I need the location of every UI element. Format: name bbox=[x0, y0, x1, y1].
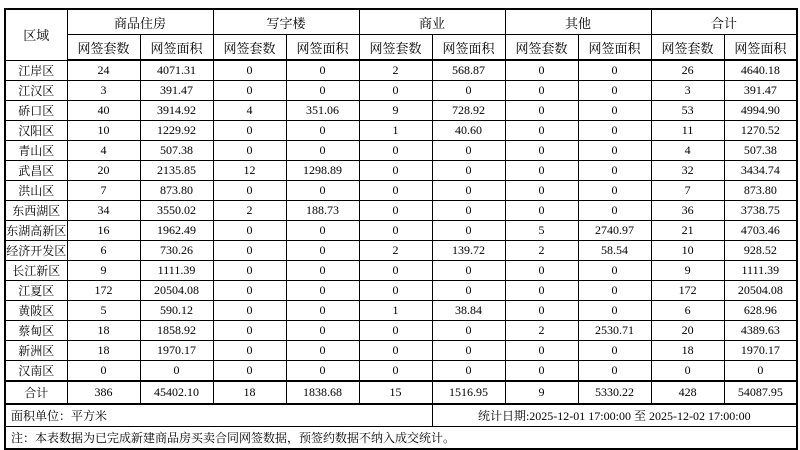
value-cell: 0 bbox=[432, 201, 505, 221]
table-row bbox=[5, 281, 797, 301]
value-cell: 0 bbox=[213, 81, 286, 101]
value-cell: 428 bbox=[651, 381, 724, 404]
value-cell: 0 bbox=[578, 60, 651, 81]
value-cell: 0 bbox=[432, 81, 505, 101]
value-cell: 0 bbox=[359, 181, 432, 201]
total-row bbox=[5, 381, 797, 404]
value-cell: 0 bbox=[505, 281, 578, 301]
value-cell: 0 bbox=[505, 81, 578, 101]
value-cell: 2530.71 bbox=[578, 321, 651, 341]
value-cell: 0 bbox=[213, 141, 286, 161]
table-row bbox=[5, 141, 797, 161]
sub-header-units: 网签套数 bbox=[505, 35, 578, 61]
value-cell: 0 bbox=[359, 201, 432, 221]
table-row bbox=[5, 121, 797, 141]
value-cell: 0 bbox=[286, 261, 359, 281]
value-cell: 928.52 bbox=[724, 241, 797, 261]
value-cell: 20 bbox=[651, 321, 724, 341]
value-cell: 0 bbox=[359, 161, 432, 181]
value-cell: 7 bbox=[67, 181, 140, 201]
table-row bbox=[5, 101, 797, 121]
table-row bbox=[5, 261, 797, 281]
value-cell: 0 bbox=[286, 141, 359, 161]
value-cell: 4703.46 bbox=[724, 221, 797, 241]
value-cell: 873.80 bbox=[140, 181, 213, 201]
sub-header-area: 网签面积 bbox=[578, 35, 651, 61]
table-row bbox=[5, 241, 797, 261]
value-cell: 0 bbox=[578, 281, 651, 301]
value-cell: 36 bbox=[651, 201, 724, 221]
value-cell: 507.38 bbox=[140, 141, 213, 161]
value-cell: 10 bbox=[651, 241, 724, 261]
group-header-row bbox=[5, 9, 797, 35]
value-cell: 0 bbox=[359, 141, 432, 161]
value-cell: 0 bbox=[140, 361, 213, 382]
value-cell: 0 bbox=[432, 281, 505, 301]
value-cell: 0 bbox=[213, 181, 286, 201]
meta-row bbox=[5, 404, 797, 427]
value-cell: 172 bbox=[651, 281, 724, 301]
group-header-other: 其他 bbox=[505, 9, 651, 35]
value-cell: 5 bbox=[67, 301, 140, 321]
region-column-header: 区域 bbox=[5, 9, 67, 60]
value-cell: 0 bbox=[432, 321, 505, 341]
value-cell: 0 bbox=[432, 181, 505, 201]
value-cell: 0 bbox=[359, 221, 432, 241]
table-row bbox=[5, 81, 797, 101]
value-cell: 38.84 bbox=[432, 301, 505, 321]
value-cell: 507.38 bbox=[724, 141, 797, 161]
table-row bbox=[5, 341, 797, 361]
value-cell: 0 bbox=[286, 241, 359, 261]
value-cell: 1 bbox=[359, 121, 432, 141]
value-cell: 0 bbox=[286, 81, 359, 101]
table-row bbox=[5, 60, 797, 81]
value-cell: 40 bbox=[67, 101, 140, 121]
value-cell: 9 bbox=[651, 261, 724, 281]
value-cell: 0 bbox=[286, 341, 359, 361]
region-cell: 武昌区 bbox=[5, 161, 67, 181]
sub-header-area: 网签面积 bbox=[432, 35, 505, 61]
value-cell: 0 bbox=[432, 161, 505, 181]
value-cell: 0 bbox=[286, 181, 359, 201]
value-cell: 0 bbox=[213, 121, 286, 141]
value-cell: 0 bbox=[505, 201, 578, 221]
value-cell: 24 bbox=[67, 60, 140, 81]
value-cell: 20 bbox=[67, 161, 140, 181]
note-row bbox=[5, 427, 797, 450]
value-cell: 0 bbox=[505, 301, 578, 321]
value-cell: 0 bbox=[505, 101, 578, 121]
table-row bbox=[5, 201, 797, 221]
sub-header-area: 网签面积 bbox=[140, 35, 213, 61]
table-row bbox=[5, 301, 797, 321]
region-cell: 江汉区 bbox=[5, 81, 67, 101]
value-cell: 18 bbox=[67, 321, 140, 341]
value-cell: 3550.02 bbox=[140, 201, 213, 221]
value-cell: 4071.31 bbox=[140, 60, 213, 81]
value-cell: 0 bbox=[578, 101, 651, 121]
region-cell: 东湖高新区 bbox=[5, 221, 67, 241]
value-cell: 4 bbox=[213, 101, 286, 121]
table-row bbox=[5, 181, 797, 201]
value-cell: 4994.90 bbox=[724, 101, 797, 121]
value-cell: 20504.08 bbox=[140, 281, 213, 301]
value-cell: 3 bbox=[651, 81, 724, 101]
group-header-office: 写字楼 bbox=[213, 9, 359, 35]
value-cell: 0 bbox=[505, 141, 578, 161]
value-cell: 2 bbox=[505, 241, 578, 261]
value-cell: 26 bbox=[651, 60, 724, 81]
region-cell: 青山区 bbox=[5, 141, 67, 161]
value-cell: 391.47 bbox=[140, 81, 213, 101]
value-cell: 1962.49 bbox=[140, 221, 213, 241]
table-row bbox=[5, 221, 797, 241]
value-cell: 0 bbox=[578, 181, 651, 201]
value-cell: 391.47 bbox=[724, 81, 797, 101]
value-cell: 386 bbox=[67, 381, 140, 404]
value-cell: 0 bbox=[505, 60, 578, 81]
group-header-housing: 商品住房 bbox=[67, 9, 213, 35]
sub-header-units: 网签套数 bbox=[213, 35, 286, 61]
value-cell: 4389.63 bbox=[724, 321, 797, 341]
value-cell: 18 bbox=[213, 381, 286, 404]
sub-header-row bbox=[5, 35, 797, 61]
value-cell: 0 bbox=[432, 341, 505, 361]
value-cell: 0 bbox=[578, 201, 651, 221]
value-cell: 0 bbox=[505, 181, 578, 201]
region-cell: 硚口区 bbox=[5, 101, 67, 121]
value-cell: 0 bbox=[286, 301, 359, 321]
value-cell: 6 bbox=[651, 301, 724, 321]
value-cell: 0 bbox=[286, 221, 359, 241]
value-cell: 2135.85 bbox=[140, 161, 213, 181]
value-cell: 1298.89 bbox=[286, 161, 359, 181]
value-cell: 0 bbox=[359, 281, 432, 301]
value-cell: 9 bbox=[67, 261, 140, 281]
value-cell: 0 bbox=[432, 261, 505, 281]
value-cell: 0 bbox=[432, 221, 505, 241]
table-row bbox=[5, 161, 797, 181]
value-cell: 34 bbox=[67, 201, 140, 221]
value-cell: 139.72 bbox=[432, 241, 505, 261]
region-cell: 经济开发区 bbox=[5, 241, 67, 261]
value-cell: 53 bbox=[651, 101, 724, 121]
value-cell: 4 bbox=[67, 141, 140, 161]
note-text: 注：本表数据为已完成新建商品房买卖合同网签数据，预签约数据不纳入成交统计。 bbox=[5, 427, 797, 450]
region-cell: 江夏区 bbox=[5, 281, 67, 301]
region-cell: 新洲区 bbox=[5, 341, 67, 361]
value-cell: 1858.92 bbox=[140, 321, 213, 341]
value-cell: 4 bbox=[651, 141, 724, 161]
value-cell: 873.80 bbox=[724, 181, 797, 201]
value-cell: 9 bbox=[505, 381, 578, 404]
sub-header-units: 网签套数 bbox=[651, 35, 724, 61]
netsign-stats-table bbox=[4, 8, 798, 450]
value-cell: 3 bbox=[67, 81, 140, 101]
value-cell: 11 bbox=[651, 121, 724, 141]
group-header-total: 合计 bbox=[651, 9, 797, 35]
value-cell: 0 bbox=[578, 341, 651, 361]
table-row bbox=[5, 361, 797, 382]
value-cell: 0 bbox=[724, 361, 797, 382]
value-cell: 2740.97 bbox=[578, 221, 651, 241]
region-cell: 江岸区 bbox=[5, 60, 67, 81]
sub-header-units: 网签套数 bbox=[359, 35, 432, 61]
value-cell: 1516.95 bbox=[432, 381, 505, 404]
value-cell: 1970.17 bbox=[140, 341, 213, 361]
value-cell: 3914.92 bbox=[140, 101, 213, 121]
value-cell: 0 bbox=[505, 161, 578, 181]
value-cell: 0 bbox=[578, 141, 651, 161]
value-cell: 0 bbox=[359, 81, 432, 101]
value-cell: 40.60 bbox=[432, 121, 505, 141]
value-cell: 0 bbox=[505, 261, 578, 281]
value-cell: 628.96 bbox=[724, 301, 797, 321]
table-row bbox=[5, 321, 797, 341]
value-cell: 0 bbox=[213, 241, 286, 261]
value-cell: 0 bbox=[286, 121, 359, 141]
value-cell: 351.06 bbox=[286, 101, 359, 121]
region-cell: 汉阳区 bbox=[5, 121, 67, 141]
area-unit-label: 面积单位：平方米 bbox=[5, 404, 432, 427]
value-cell: 16 bbox=[67, 221, 140, 241]
value-cell: 58.54 bbox=[578, 241, 651, 261]
value-cell: 0 bbox=[213, 221, 286, 241]
stat-period-label: 统计日期:2025-12-01 17:00:00 至 2025-12-02 17:00:00 bbox=[432, 404, 797, 427]
value-cell: 15 bbox=[359, 381, 432, 404]
value-cell: 21 bbox=[651, 221, 724, 241]
value-cell: 730.26 bbox=[140, 241, 213, 261]
value-cell: 18 bbox=[651, 341, 724, 361]
value-cell: 3738.75 bbox=[724, 201, 797, 221]
value-cell: 0 bbox=[213, 321, 286, 341]
value-cell: 2 bbox=[505, 321, 578, 341]
value-cell: 2 bbox=[359, 241, 432, 261]
value-cell: 10 bbox=[67, 121, 140, 141]
value-cell: 0 bbox=[213, 60, 286, 81]
value-cell: 0 bbox=[505, 361, 578, 382]
value-cell: 1111.39 bbox=[724, 261, 797, 281]
value-cell: 728.92 bbox=[432, 101, 505, 121]
value-cell: 45402.10 bbox=[140, 381, 213, 404]
value-cell: 0 bbox=[213, 361, 286, 382]
value-cell: 12 bbox=[213, 161, 286, 181]
value-cell: 0 bbox=[286, 361, 359, 382]
value-cell: 0 bbox=[505, 341, 578, 361]
value-cell: 5 bbox=[505, 221, 578, 241]
value-cell: 188.73 bbox=[286, 201, 359, 221]
value-cell: 32 bbox=[651, 161, 724, 181]
region-cell: 蔡甸区 bbox=[5, 321, 67, 341]
value-cell: 0 bbox=[286, 60, 359, 81]
value-cell: 172 bbox=[67, 281, 140, 301]
value-cell: 0 bbox=[213, 301, 286, 321]
sub-header-units: 网签套数 bbox=[67, 35, 140, 61]
value-cell: 0 bbox=[651, 361, 724, 382]
value-cell: 54087.95 bbox=[724, 381, 797, 404]
value-cell: 2 bbox=[359, 60, 432, 81]
value-cell: 0 bbox=[578, 361, 651, 382]
value-cell: 0 bbox=[432, 361, 505, 382]
value-cell: 20504.08 bbox=[724, 281, 797, 301]
region-cell: 洪山区 bbox=[5, 181, 67, 201]
value-cell: 0 bbox=[578, 121, 651, 141]
value-cell: 0 bbox=[213, 281, 286, 301]
sub-header-area: 网签面积 bbox=[286, 35, 359, 61]
netsign-stats-table-wrap bbox=[4, 8, 798, 450]
region-cell: 汉南区 bbox=[5, 361, 67, 382]
value-cell: 0 bbox=[432, 141, 505, 161]
value-cell: 0 bbox=[213, 261, 286, 281]
value-cell: 0 bbox=[286, 281, 359, 301]
value-cell: 3434.74 bbox=[724, 161, 797, 181]
value-cell: 1229.92 bbox=[140, 121, 213, 141]
value-cell: 2 bbox=[213, 201, 286, 221]
value-cell: 0 bbox=[359, 361, 432, 382]
value-cell: 0 bbox=[213, 341, 286, 361]
value-cell: 0 bbox=[505, 121, 578, 141]
value-cell: 9 bbox=[359, 101, 432, 121]
value-cell: 5330.22 bbox=[578, 381, 651, 404]
value-cell: 1970.17 bbox=[724, 341, 797, 361]
value-cell: 0 bbox=[359, 321, 432, 341]
value-cell: 0 bbox=[359, 341, 432, 361]
group-header-commercial: 商业 bbox=[359, 9, 505, 35]
value-cell: 0 bbox=[578, 161, 651, 181]
sub-header-area: 网签面积 bbox=[724, 35, 797, 61]
value-cell: 4640.18 bbox=[724, 60, 797, 81]
value-cell: 0 bbox=[578, 261, 651, 281]
region-cell: 长江新区 bbox=[5, 261, 67, 281]
value-cell: 7 bbox=[651, 181, 724, 201]
value-cell: 568.87 bbox=[432, 60, 505, 81]
value-cell: 18 bbox=[67, 341, 140, 361]
value-cell: 1270.52 bbox=[724, 121, 797, 141]
value-cell: 1 bbox=[359, 301, 432, 321]
value-cell: 6 bbox=[67, 241, 140, 261]
total-label-cell: 合计 bbox=[5, 381, 67, 404]
value-cell: 0 bbox=[359, 261, 432, 281]
value-cell: 1111.39 bbox=[140, 261, 213, 281]
region-cell: 东西湖区 bbox=[5, 201, 67, 221]
region-cell: 黄陂区 bbox=[5, 301, 67, 321]
value-cell: 590.12 bbox=[140, 301, 213, 321]
value-cell: 0 bbox=[578, 81, 651, 101]
value-cell: 0 bbox=[286, 321, 359, 341]
value-cell: 1838.68 bbox=[286, 381, 359, 404]
value-cell: 0 bbox=[67, 361, 140, 382]
value-cell: 0 bbox=[578, 301, 651, 321]
